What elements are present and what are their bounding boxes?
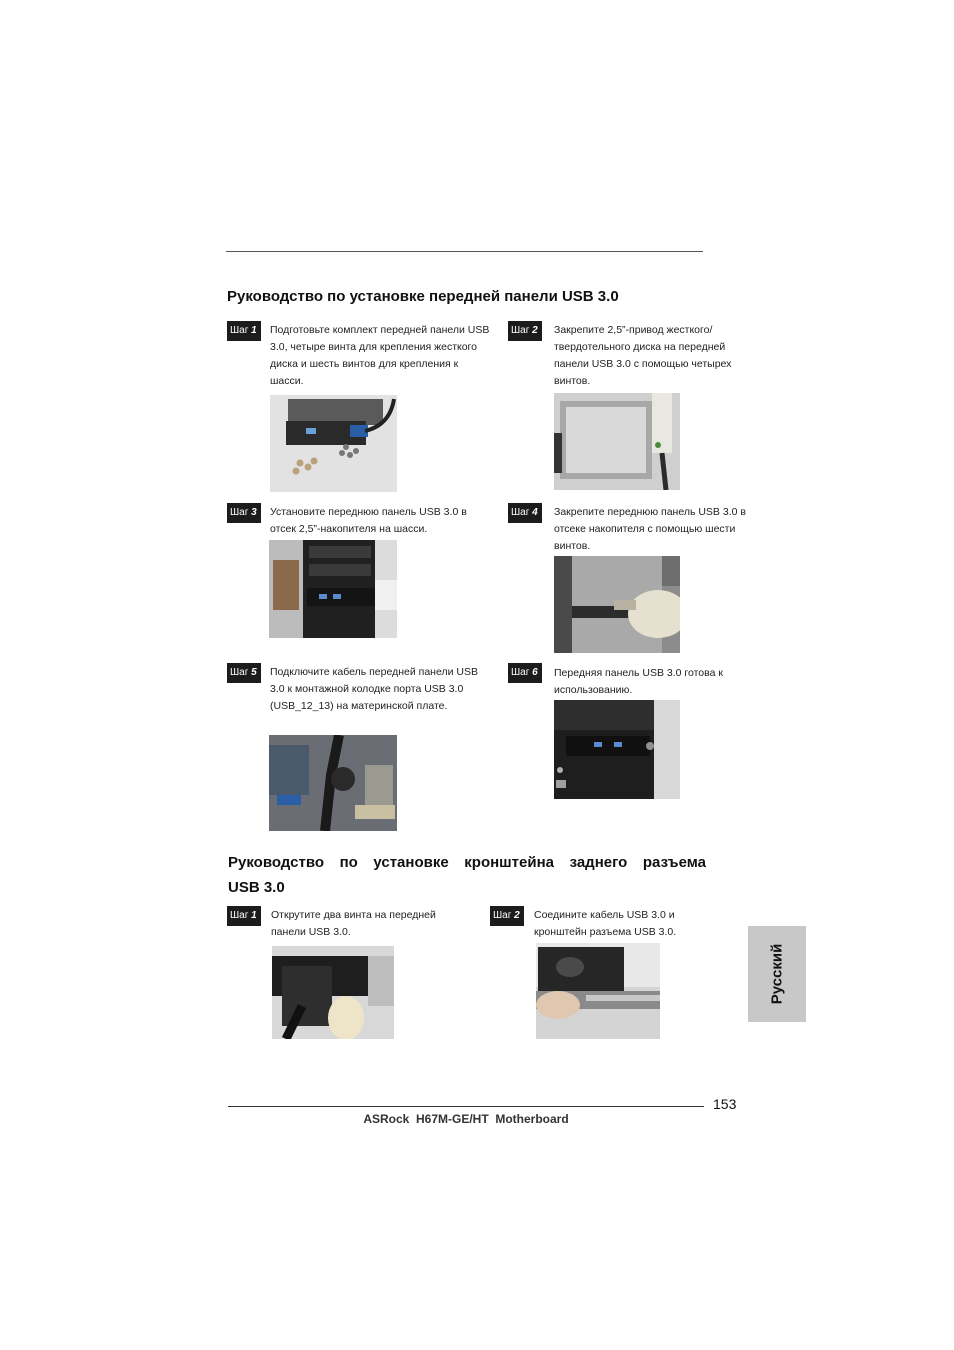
footer-product-name: ASRock H67M-GE/HT Motherboard <box>363 1112 569 1126</box>
step-text: Открутите два винта на передней панели USB 3.0. <box>271 909 436 938</box>
language-tab-label: Русский <box>768 943 786 1005</box>
bracket-step-2-photo <box>536 943 660 1039</box>
section1-title: Руководство по установке передней панели USB 3.0 <box>227 288 619 305</box>
step-text: Подготовьте комплект передней панели USB 3.0, четыре винта для крепления жесткого диска и шесть винтов для крепления к шасси. <box>270 324 490 387</box>
step-text: Подключите кабель передней панели USB 3.0 к монтажной колодке порта USB 3.0 (USB_12_13) на материнской плате. <box>270 666 478 712</box>
step-3-photo <box>269 540 397 638</box>
step-4-photo <box>554 556 680 653</box>
step-6-photo <box>554 700 680 799</box>
step-1-photo <box>270 395 397 492</box>
step-badge: Шаг 2 <box>490 906 524 926</box>
step-text: Закрепите переднюю панель USB 3.0 в отсеке накопителя с помощью шести винтов. <box>554 506 746 552</box>
section2-title-line1: Руководство по установке кронштейна заднего разъема <box>228 854 706 871</box>
top-rule <box>226 251 703 252</box>
step-2-photo <box>554 393 680 490</box>
step-badge: Шаг 1 <box>227 906 261 926</box>
step-text: Передняя панель USB 3.0 готова к использованию. <box>554 667 723 696</box>
step-badge: Шаг 5 <box>227 663 261 683</box>
step-5-photo <box>269 735 397 831</box>
section2-title-line2: USB 3.0 <box>228 879 285 896</box>
footer-rule <box>228 1106 704 1107</box>
step-text: Соедините кабель USB 3.0 и кронштейн разъема USB 3.0. <box>534 909 677 938</box>
bracket-step-1-photo <box>272 946 394 1039</box>
page-number: 153 <box>713 1096 737 1112</box>
step-badge: Шаг 2 <box>508 321 542 341</box>
step-badge: Шаг 3 <box>227 503 261 523</box>
step-badge: Шаг 4 <box>508 503 542 523</box>
step-badge: Шаг 6 <box>508 663 542 683</box>
step-text: Установите переднюю панель USB 3.0 в отсек 2,5”-накопителя на шасси. <box>270 506 467 535</box>
step-text: Закрепите 2,5”-привод жесткого/ твердотельного диска на передней панели USB 3.0 с помощью четырех винтов. <box>554 324 732 387</box>
language-side-tab <box>748 926 806 1022</box>
step-badge: Шаг 1 <box>227 321 261 341</box>
